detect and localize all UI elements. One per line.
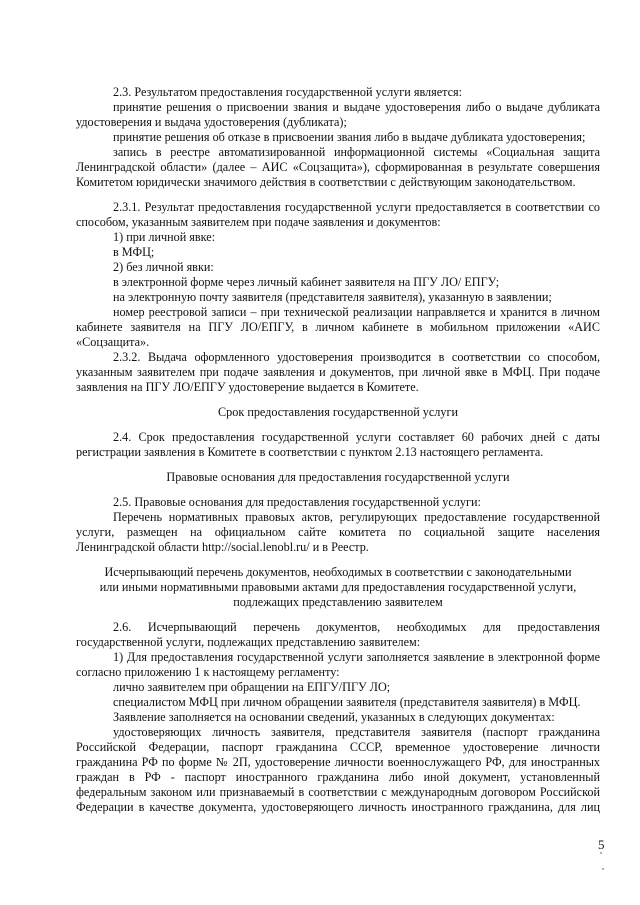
- text-line: Ленинградской области http://social.lenobl.ru/ и в Реестр.: [76, 540, 369, 554]
- text-line: 1) Для предоставления государственной услуги заполняется заявление в электронной форме: [113, 650, 600, 664]
- text-line: лично заявителем при обращении на ЕПГУ/ПГУ ЛО;: [113, 680, 391, 694]
- text-line: способом, указанным заявителем при подаче заявления и документов:: [76, 215, 441, 229]
- text-line: 2.6. Исчерпывающий перечень документов, необходимых для предоставления: [113, 620, 600, 634]
- text-line: 2) без личной явки:: [113, 260, 214, 274]
- text-line: кабинете заявителя на ПГУ ЛО/ЕПГУ, в личном кабинете в мобильном приложении «АИС: [76, 320, 600, 334]
- section-heading: Исчерпывающий перечень документов, необходимых в соответствии с законодательными: [104, 565, 572, 579]
- page-number: 5: [598, 837, 605, 852]
- text-line: указанным заявителем при подаче заявления и документов, при личной явке в МФЦ. При подаче: [76, 365, 600, 379]
- text-line: удостоверяющих личность заявителя, представителя заявителя (паспорт гражданина: [113, 725, 600, 739]
- text-line: Комитетом юридически значимого действия в соответствии с действующим законодательством.: [76, 175, 576, 189]
- text-line: Перечень нормативных правовых актов, регулирующих предоставление государственной: [113, 510, 600, 524]
- text-line: Федерации в качестве документа, удостоверяющего личность иностранного гражданина, для лиц: [76, 800, 600, 814]
- text-line: в электронной форме через личный кабинет заявителя на ПГУ ЛО/ ЕПГУ;: [113, 275, 500, 289]
- section-heading: Срок предоставления государственной услуги: [218, 405, 458, 419]
- text-line: 2.5. Правовые основания для предоставления государственной услуги:: [113, 495, 481, 509]
- text-line: принятие решения об отказе в присвоении звания либо в выдаче дубликата удостоверения;: [113, 130, 586, 144]
- text-line: Заявление заполняется на основании сведений, указанных в следующих документах:: [113, 710, 555, 724]
- section-heading: Правовые основания для предоставления государственной услуги: [166, 470, 510, 484]
- text-line: удостоверения и выдача удостоверения (дубликата);: [76, 115, 347, 129]
- section-heading: подлежащих представлению заявителем: [233, 595, 443, 609]
- text-line: государственной услуги, подлежащих представлению заявителем:: [76, 635, 421, 649]
- text-line: на электронную почту заявителя (представителя заявителя), указанную в заявлении;: [113, 290, 552, 304]
- text-line: 2.3.1. Результат предоставления государственной услуги предоставляется в соответствии со: [113, 200, 600, 214]
- text-line: 1) при личной явке:: [113, 230, 216, 244]
- text-line: принятие решения о присвоении звания и выдаче удостоверения либо о выдаче дубликата: [113, 100, 600, 114]
- text-line: заявления на ПГУ ЛО/ЕПГУ удостоверение выдается в Комитете.: [76, 380, 419, 394]
- scan-speck: [602, 868, 604, 870]
- text-line: 2.3. Результатом предоставления государственной услуги является:: [113, 85, 463, 99]
- text-line: 2.3.2. Выдача оформленного удостоверения производится в соответствии со способом,: [113, 350, 600, 364]
- text-line: регистрации заявления в Комитете в соответствии с пунктом 2.13 настоящего регламента.: [76, 445, 544, 459]
- text-line: «Соцзащита».: [76, 335, 150, 349]
- scan-speck: [600, 852, 602, 854]
- text-line: 2.4. Срок предоставления государственной услуги составляет 60 рабочих дней с даты: [113, 430, 600, 444]
- section-heading: или иными нормативными правовыми актами для предоставления государственной услуги,: [99, 580, 577, 594]
- text-line: запись в реестре автоматизированной информационной системы «Социальная защита: [113, 145, 600, 159]
- text-line: федеральным законом или признаваемый в соответствии с международным договором Российской: [76, 785, 600, 799]
- text-line: граждан в РФ - паспорт иностранного гражданина либо иной документ, установленный: [76, 770, 600, 784]
- text-line: услуги, размещен на официальном сайте комитета по социальной защите населения: [76, 525, 600, 539]
- text-line: гражданина РФ по форме № 2П, удостоверение личности военнослужащего РФ, для иностранных: [76, 755, 600, 769]
- text-line: специалистом МФЦ при личном обращении заявителя (представителя заявителя) в МФЦ.: [113, 695, 581, 709]
- text-line: в МФЦ;: [113, 245, 155, 259]
- text-line: Российской Федерации, паспорт гражданина СССР, временное удостоверение личности: [76, 740, 600, 754]
- text-line: Ленинградской области» (далее – АИС «Соцзащита»), сформированная в результате совершения: [76, 160, 600, 174]
- text-line: согласно приложению 1 к настоящему регламенту:: [76, 665, 340, 679]
- text-line: номер реестровой записи – при технической реализации направляется и хранится в личном: [113, 305, 600, 319]
